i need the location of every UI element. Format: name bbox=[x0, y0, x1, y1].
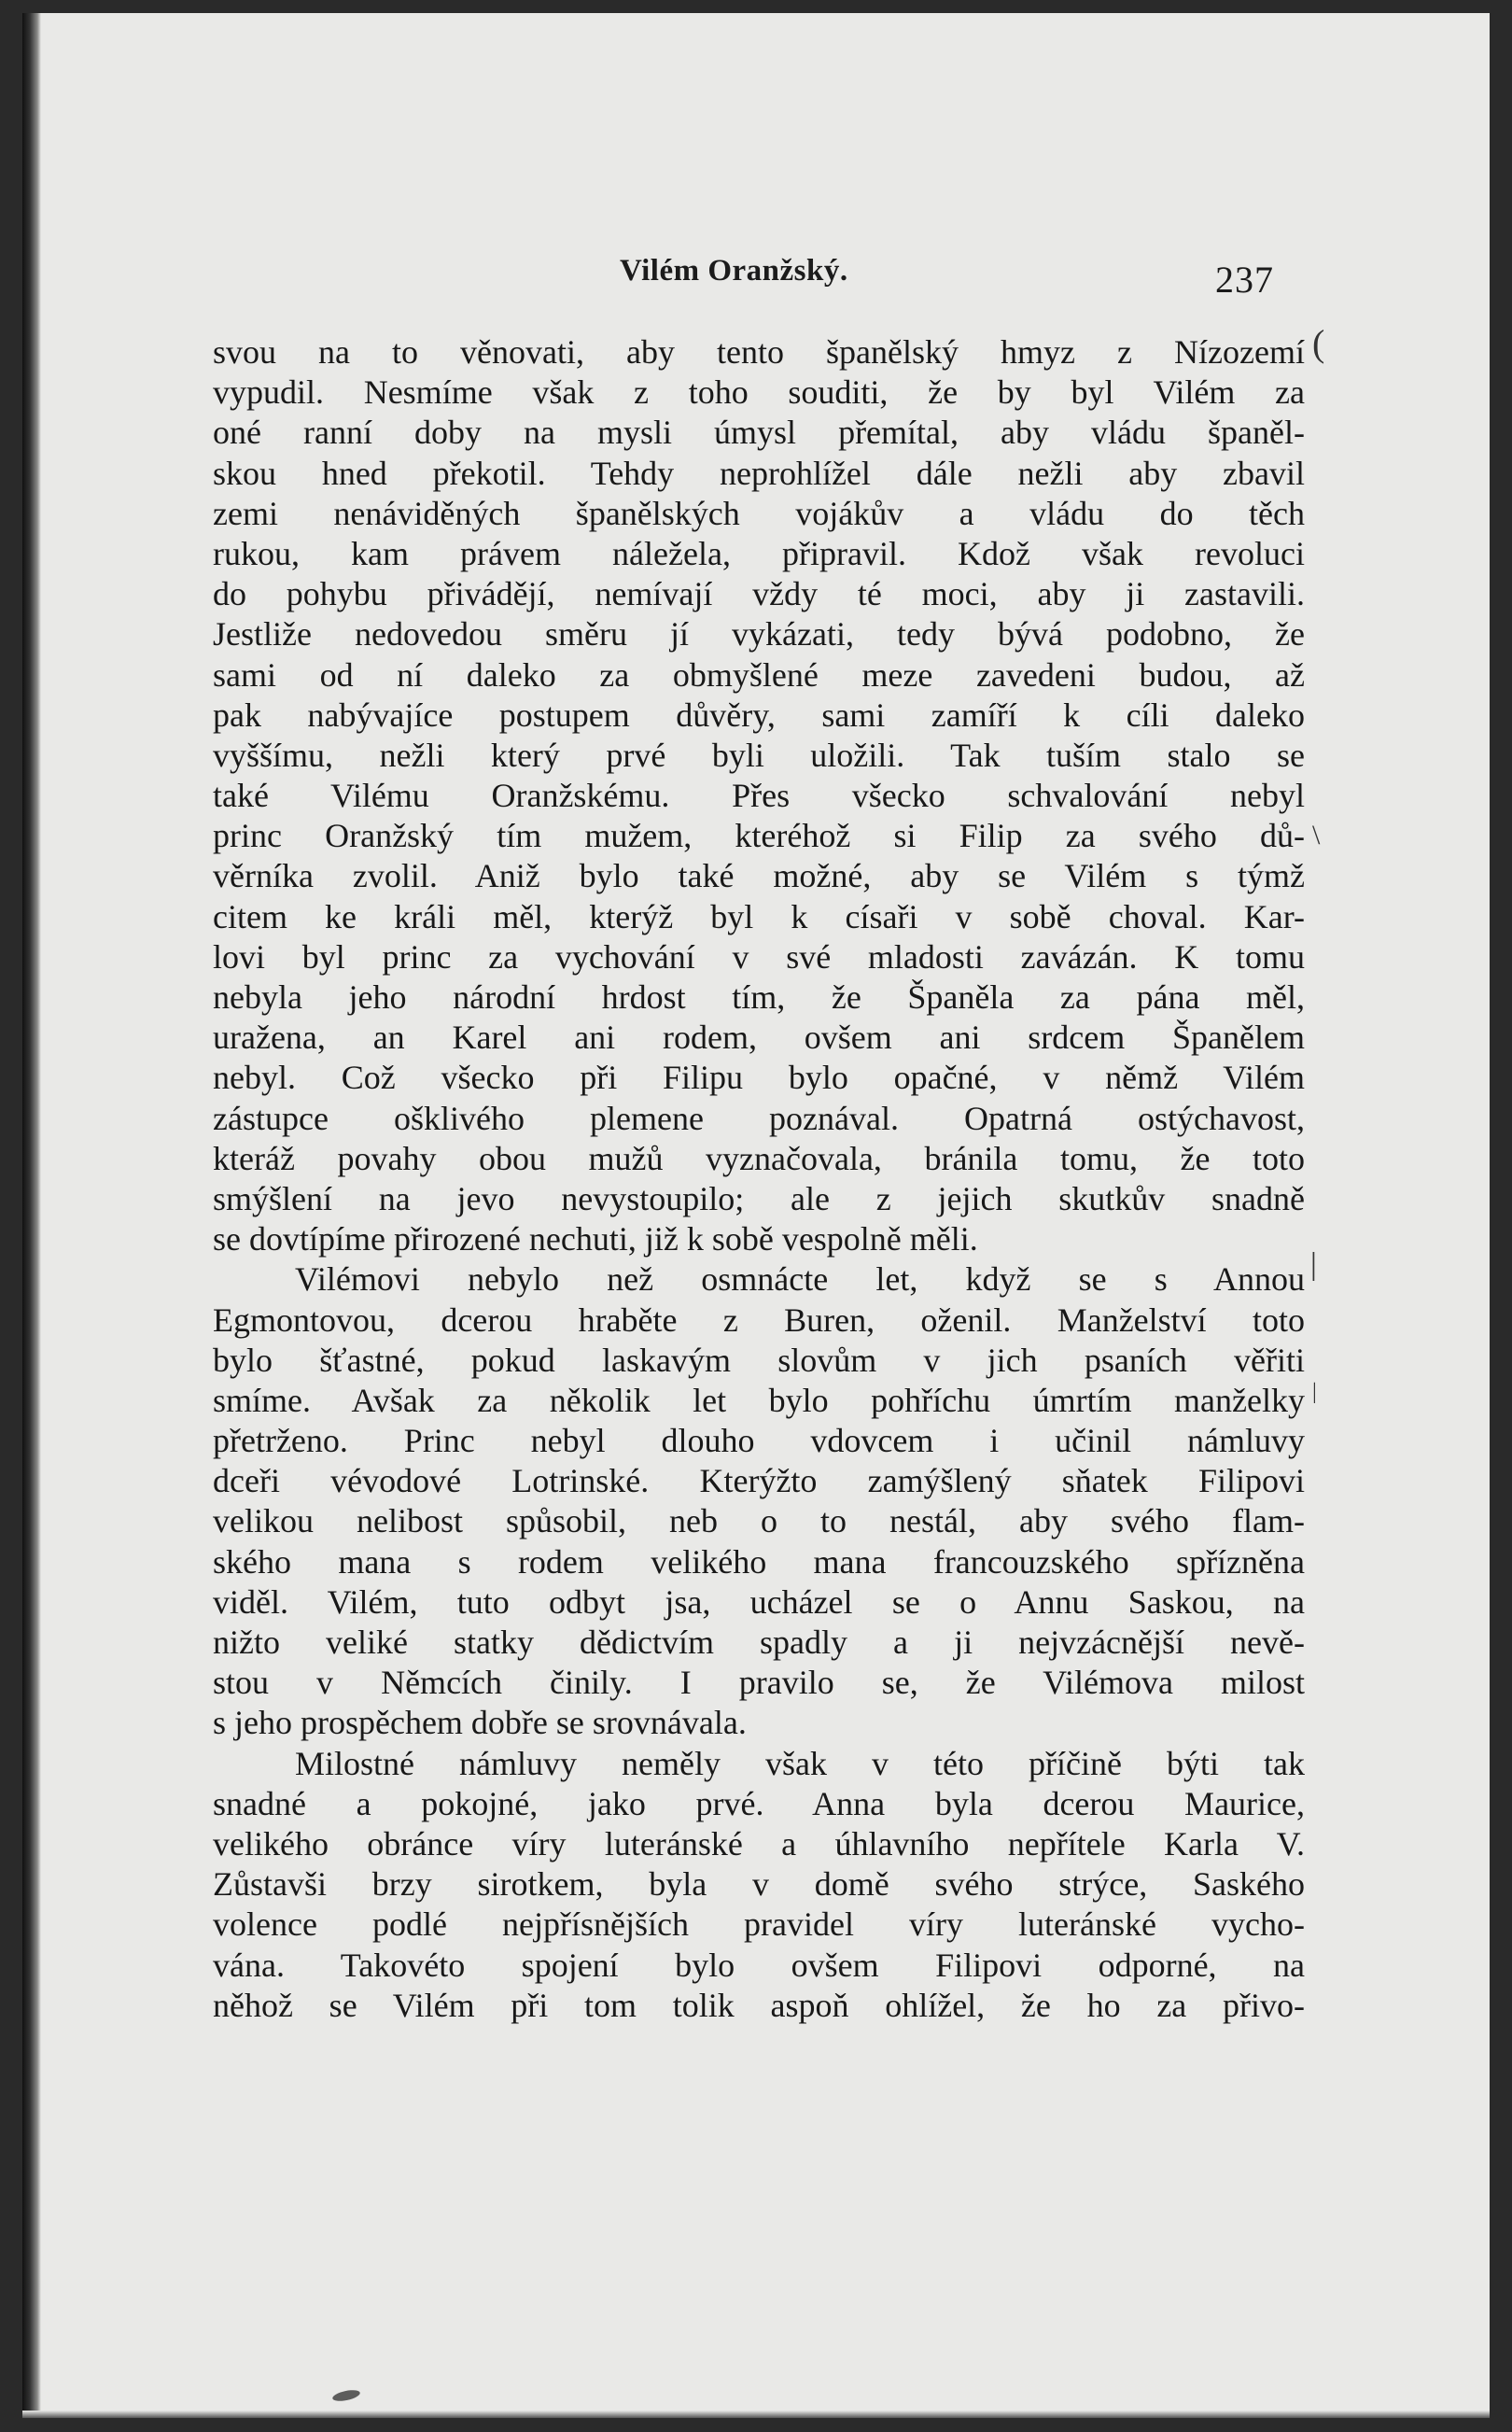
margin-mark: | bbox=[1312, 1380, 1317, 1404]
text-line: oné ranní doby na mysli úmysl přemítal, aby vládu španěl- bbox=[213, 414, 1305, 452]
body-text bbox=[213, 332, 1305, 2026]
text-line: stou v Němcích činily. I pravilo se, že Vilémova milost bbox=[213, 1664, 1305, 1702]
text-line: velikého obránce víry luteránské a úhlavního nepřítele Karla V. bbox=[213, 1824, 1305, 1863]
text-line: Egmontovou, dcerou hraběte z Buren, oženil. Manželství toto bbox=[213, 1300, 1305, 1339]
book-page bbox=[22, 13, 1490, 2418]
margin-mark: ( bbox=[1312, 322, 1325, 364]
text-line: ského mana s rodem velikého mana francouzského spřízněna bbox=[213, 1542, 1305, 1581]
text-line: vána. Takovéto spojení bylo ovšem Filipovi odporné, na bbox=[213, 1946, 1305, 1984]
text-line: s jeho prospěchem dobře se srovnávala. bbox=[213, 1704, 747, 1742]
text-line: vyššímu, nežli který prvé byli uložili. Tak tuším stalo se bbox=[213, 736, 1305, 774]
paragraph-first-line: Milostné námluvy neměly však v této příčině býti tak bbox=[295, 1744, 1305, 1782]
paragraph-first-line: Vilémovi nebylo než osmnácte let, když se s Annou bbox=[295, 1260, 1305, 1299]
margin-mark: \ bbox=[1312, 820, 1321, 850]
text-line: nižto veliké statky dědictvím spadly a ji nejvzácnější nevě- bbox=[213, 1624, 1305, 1661]
text-line: pak nabývajíce postupem důvěry, sami zamíří k cíli daleko bbox=[213, 696, 1305, 734]
text-line: něhož se Vilém při tom tolik aspoň ohlížel, že ho za přivo- bbox=[213, 1986, 1305, 2024]
text-line: také Vilému Oranžskému. Přes všecko schvalování nebyl bbox=[213, 777, 1305, 815]
text-line: Jestliže nedovedou směru jí vykázati, tedy bývá podobno, že bbox=[213, 615, 1305, 654]
text-line: skou hned překotil. Tehdy neprohlížel dále nežli aby zbavil bbox=[213, 454, 1305, 492]
text-line: volence podlé nejpřísnějších pravidel víry luteránské vycho- bbox=[213, 1905, 1305, 1944]
text-line: princ Oranžský tím mužem, kteréhož si Filip za svého dů- bbox=[213, 817, 1305, 855]
text-line: smýšlení na jevo nevystoupilo; ale z jejich skutkův snadně bbox=[213, 1179, 1305, 1217]
text-line: uražena, an Karel ani rodem, ovšem ani srdcem Španělem bbox=[213, 1019, 1305, 1057]
text-line: zemi nenáviděných španělských vojákův a vládu do těch bbox=[213, 494, 1305, 532]
text-line: dceři vévodové Lotrinské. Kterýžto zamýšlený sňatek Filipovi bbox=[213, 1462, 1305, 1500]
text-line: věrníka zvolil. Aniž bylo také možné, aby se Vilém s týmž bbox=[213, 857, 1305, 895]
text-line: velikou nelibost spůsobil, neb o to nestál, aby svého flam- bbox=[213, 1502, 1305, 1540]
text-line: smíme. Avšak za několik let bylo pohříchu úmrtím manželky bbox=[213, 1381, 1305, 1419]
running-head: Vilém Oranžský. bbox=[620, 254, 848, 288]
text-line: zástupce ošklivého plemene poznával. Opatrná ostýchavost, bbox=[213, 1099, 1305, 1137]
page-binding-edge bbox=[22, 13, 41, 2418]
text-line: nebyla jeho národní hrdost tím, že Španěla za pána měl, bbox=[213, 978, 1305, 1016]
text-line: nebyl. Což všecko při Filipu bylo opačné, v němž Vilém bbox=[213, 1059, 1305, 1097]
text-line: rukou, kam právem náležela, připravil. Kdož však revoluci bbox=[213, 534, 1305, 572]
margin-mark: | bbox=[1310, 1247, 1317, 1282]
page-bottom-edge bbox=[22, 2411, 1490, 2418]
text-line: svou na to věnovati, aby tento španělský hmyz z Nízozemí bbox=[213, 333, 1305, 371]
text-line: viděl. Vilém, tuto odbyt jsa, ucházel se o Annu Saskou, na bbox=[213, 1582, 1305, 1621]
text-line: do pohybu přivádějí, nemívají vždy té moci, aby ji zastavili. bbox=[213, 575, 1305, 613]
text-line: lovi byl princ za vychování v své mladosti zavázán. K tomu bbox=[213, 937, 1305, 976]
ink-blot bbox=[331, 2388, 360, 2403]
text-line: citem ke králi měl, kterýž byl k císaři v sobě choval. Kar- bbox=[213, 897, 1305, 935]
text-line: Zůstavši brzy sirotkem, byla v domě svého strýce, Saského bbox=[213, 1865, 1305, 1904]
text-line: bylo šťastné, pokud laskavým slovům v jich psaních věřiti bbox=[213, 1341, 1305, 1379]
text-line: vypudil. Nesmíme však z toho souditi, že by byl Vilém za bbox=[213, 373, 1305, 412]
text-line: snadné a pokojné, jako prvé. Anna byla dcerou Maurice, bbox=[213, 1784, 1305, 1822]
page-number: 237 bbox=[1215, 259, 1274, 301]
text-line: sami od ní daleko za obmyšlené meze zavedeni budou, až bbox=[213, 655, 1305, 694]
text-line: přetrženo. Princ nebyl dlouho vdovcem i učinil námluvy bbox=[213, 1422, 1305, 1460]
text-line: se dovtípíme přirozené nechuti, již k sobě vespolně měli. bbox=[213, 1220, 978, 1258]
text-line: kteráž povahy obou mužů vyznačovala, bránila tomu, že toto bbox=[213, 1139, 1305, 1177]
